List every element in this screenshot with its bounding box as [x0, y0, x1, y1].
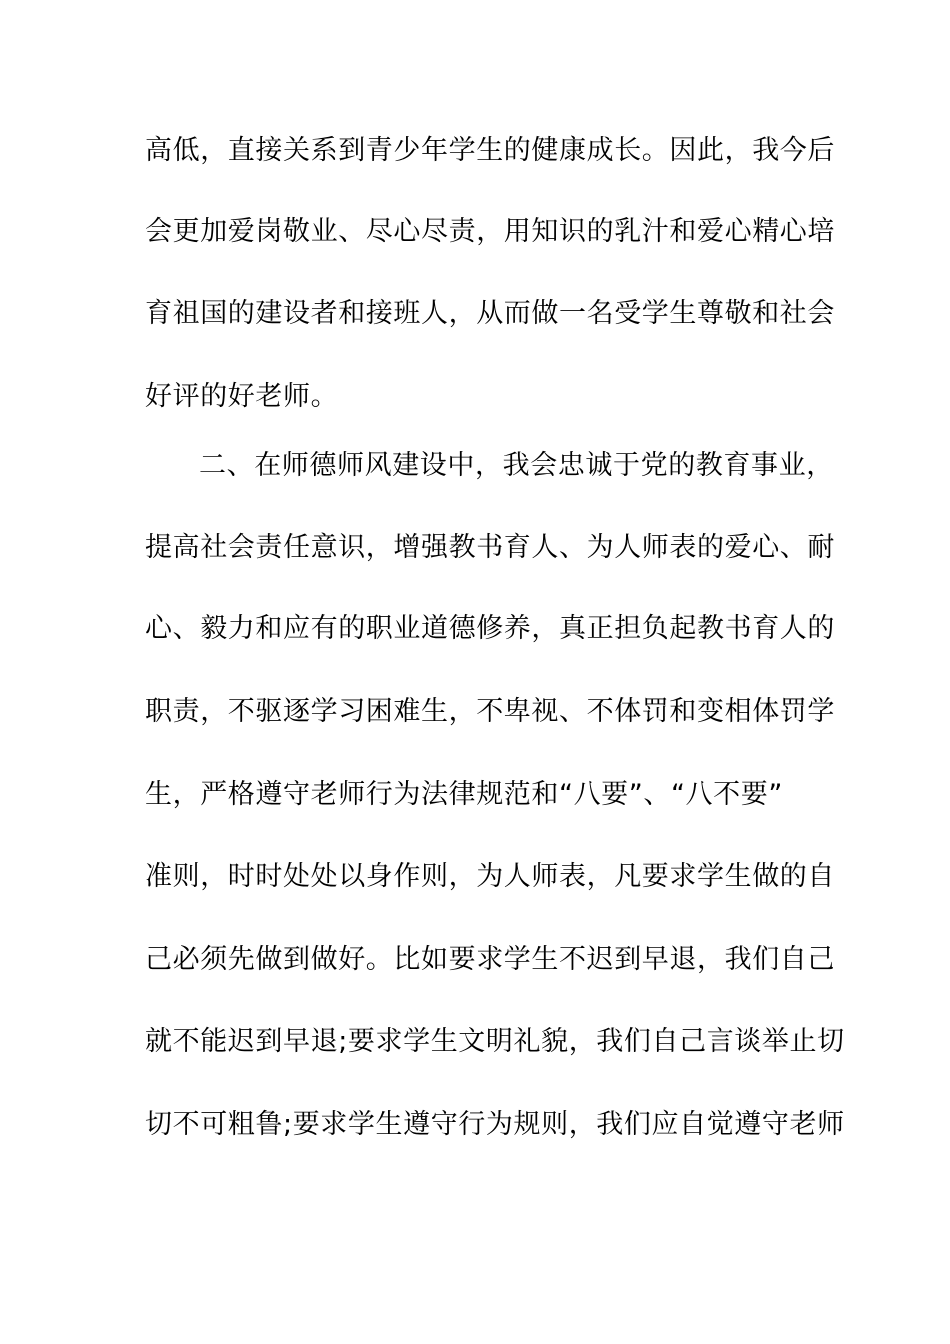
- text-line: 准则，时时处处以身作则，为人师表，凡要求学生做的自: [145, 861, 835, 892]
- text-line: 职责，不驱逐学习困难生，不卑视、不体罚和变相体罚学: [145, 696, 835, 727]
- text-line: 就不能迟到早退;要求学生文明礼貌，我们自己言谈举止切: [145, 1026, 845, 1057]
- text-line: 好评的好老师。: [145, 381, 339, 412]
- text-line: 高低，直接关系到青少年学生的健康成长。因此，我今后: [145, 135, 835, 166]
- text-line: 生，严格遵守老师行为法律规范和“八要”、“八不要”: [145, 779, 783, 810]
- text-line: 切不可粗鲁;要求学生遵守行为规则，我们应自觉遵守老师: [145, 1109, 845, 1140]
- text-line: 提高社会责任意识，增强教书育人、为人师表的爱心、耐: [145, 532, 835, 563]
- paragraph-first-line: 二、在师德师风建设中，我会忠诚于党的教育事业，: [199, 450, 834, 481]
- text-line: 育祖国的建设者和接班人，从而做一名受学生尊敬和社会: [145, 298, 835, 329]
- text-line: 己必须先做到做好。比如要求学生不迟到早退，我们自己: [145, 944, 835, 975]
- text-line: 心、毅力和应有的职业道德修养，真正担负起教书育人的: [145, 613, 835, 644]
- text-line: 会更加爱岗敬业、尽心尽责，用知识的乳汁和爱心精心培: [145, 216, 835, 247]
